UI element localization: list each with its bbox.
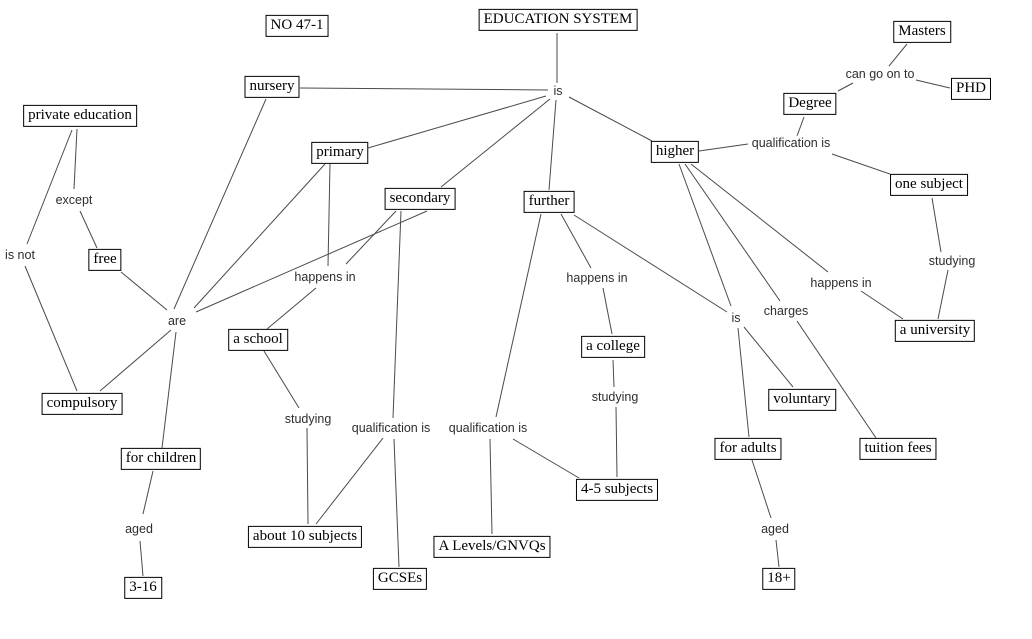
concept-node-primary[interactable]: primary bbox=[311, 142, 368, 164]
concept-node-age-3-16[interactable]: 3-16 bbox=[124, 577, 162, 599]
link-label-are[interactable]: are bbox=[167, 313, 187, 328]
concept-node-phd[interactable]: PHD bbox=[951, 78, 991, 100]
concept-node-a-university[interactable]: a university bbox=[895, 320, 975, 342]
edge-studying-center-to-subjects-4-5 bbox=[616, 407, 617, 477]
edge-qualification-is-right-to-degree bbox=[797, 117, 804, 136]
edge-free-to-are bbox=[121, 272, 167, 310]
link-label-is-center[interactable]: is bbox=[553, 83, 563, 98]
edge-for-adults-to-aged-right bbox=[752, 460, 771, 518]
edge-higher-to-happens-in-right bbox=[691, 164, 828, 272]
edge-aged-left-to-age-3-16 bbox=[140, 541, 143, 576]
edge-higher-to-is-right bbox=[679, 164, 731, 306]
edge-further-to-is-right bbox=[574, 215, 727, 312]
link-label-happens-in-center[interactable]: happens in bbox=[566, 270, 628, 285]
link-label-studying-right[interactable]: studying bbox=[928, 253, 976, 268]
edge-secondary-to-happens-in-left bbox=[346, 211, 396, 264]
edge-except-to-free bbox=[80, 211, 97, 248]
edge-happens-in-left-to-a-school bbox=[267, 288, 316, 329]
concept-node-voluntary[interactable]: voluntary bbox=[768, 389, 836, 411]
edge-higher-to-charges bbox=[685, 164, 780, 301]
edge-qualification-is-right-to-one-subject bbox=[832, 154, 890, 174]
link-label-aged-right[interactable]: aged bbox=[761, 521, 789, 536]
edge-qualification-is-center-to-subjects-4-5 bbox=[513, 439, 579, 478]
concept-node-no-47-1[interactable]: NO 47-1 bbox=[266, 15, 329, 37]
edge-for-children-to-aged-left bbox=[143, 471, 153, 514]
edge-nursery-to-are bbox=[174, 99, 266, 309]
concept-node-nursery[interactable]: nursery bbox=[245, 76, 300, 98]
edge-degree-to-can-go-on-to bbox=[838, 83, 853, 91]
edge-is-center-to-nursery bbox=[300, 88, 548, 90]
concept-node-gcses[interactable]: GCSEs bbox=[373, 568, 427, 590]
concept-node-a-school[interactable]: a school bbox=[228, 329, 288, 351]
concept-node-one-subject[interactable]: one subject bbox=[890, 174, 968, 196]
link-label-happens-in-left[interactable]: happens in bbox=[294, 269, 356, 284]
link-label-qualification-is-center[interactable]: qualification is bbox=[448, 420, 528, 435]
link-label-happens-in-right[interactable]: happens in bbox=[810, 275, 872, 290]
edge-one-subject-to-studying-right bbox=[932, 198, 941, 252]
edge-happens-in-right-to-a-university bbox=[861, 291, 903, 319]
edge-private-education-to-except bbox=[74, 129, 77, 189]
edge-is-not-to-compulsory bbox=[25, 266, 77, 391]
link-label-except[interactable]: except bbox=[55, 192, 93, 207]
concept-node-about-10-subjects[interactable]: about 10 subjects bbox=[248, 526, 362, 548]
concept-node-subjects-4-5[interactable]: 4-5 subjects bbox=[576, 479, 658, 501]
edge-a-college-to-studying-center bbox=[613, 360, 614, 387]
concept-node-compulsory[interactable]: compulsory bbox=[42, 393, 123, 415]
edge-happens-in-center-to-a-college bbox=[603, 288, 612, 334]
edge-is-right-to-for-adults bbox=[738, 328, 749, 437]
concept-node-a-college[interactable]: a college bbox=[581, 336, 645, 358]
concept-node-education-system[interactable]: EDUCATION SYSTEM bbox=[479, 9, 638, 31]
concept-node-free[interactable]: free bbox=[88, 249, 121, 271]
edge-charges-to-tuition-fees bbox=[797, 321, 876, 438]
link-label-studying-center[interactable]: studying bbox=[591, 389, 639, 404]
edge-a-school-to-studying-left bbox=[264, 351, 299, 408]
edge-aged-right-to-age-18-plus bbox=[776, 540, 779, 567]
edge-is-center-to-secondary bbox=[441, 99, 550, 187]
edge-is-right-to-voluntary bbox=[744, 327, 793, 387]
concept-node-further[interactable]: further bbox=[524, 191, 575, 213]
edge-are-to-compulsory bbox=[100, 330, 171, 391]
edge-higher-to-qualification-is-right bbox=[699, 144, 748, 151]
link-label-qualification-is-right[interactable]: qualification is bbox=[751, 135, 831, 150]
concept-node-private-education[interactable]: private education bbox=[23, 105, 137, 127]
concept-node-degree[interactable]: Degree bbox=[783, 93, 836, 115]
link-label-studying-left[interactable]: studying bbox=[284, 411, 332, 426]
concept-node-secondary[interactable]: secondary bbox=[385, 188, 456, 210]
edge-can-go-on-to-to-phd bbox=[916, 80, 950, 88]
edge-qualification-is-center-to-a-levels-gnvqs bbox=[490, 439, 492, 534]
concept-node-tuition-fees[interactable]: tuition fees bbox=[859, 438, 936, 460]
edge-further-to-qualification-is-center bbox=[496, 214, 541, 417]
link-label-is-right[interactable]: is bbox=[731, 310, 741, 325]
edge-private-education-to-is-not bbox=[27, 130, 72, 244]
edge-studying-left-to-about-10-subjects bbox=[307, 428, 308, 524]
edge-are-to-for-children bbox=[162, 332, 176, 448]
concept-node-higher[interactable]: higher bbox=[651, 141, 699, 163]
edge-further-to-happens-in-center bbox=[561, 214, 591, 268]
concept-node-masters[interactable]: Masters bbox=[893, 21, 951, 43]
link-label-can-go-on-to[interactable]: can go on to bbox=[845, 66, 915, 81]
link-label-aged-left[interactable]: aged bbox=[125, 521, 153, 536]
concept-node-a-levels-gnvqs[interactable]: A Levels/GNVQs bbox=[433, 536, 550, 558]
edge-is-center-to-higher bbox=[569, 97, 652, 141]
edge-is-center-to-primary bbox=[368, 96, 546, 148]
edge-secondary-to-are bbox=[196, 211, 427, 312]
concept-node-for-children[interactable]: for children bbox=[121, 448, 201, 470]
link-label-qualification-is-left[interactable]: qualification is bbox=[351, 420, 431, 435]
edge-primary-to-are bbox=[194, 164, 325, 308]
edge-primary-to-happens-in-left bbox=[328, 164, 330, 266]
edge-qualification-is-left-to-about-10-subjects bbox=[316, 438, 383, 524]
link-label-charges[interactable]: charges bbox=[763, 303, 809, 318]
edge-can-go-on-to-to-masters bbox=[889, 44, 907, 66]
edge-secondary-to-qualification-is-left bbox=[393, 211, 401, 418]
edge-is-center-to-further bbox=[549, 100, 556, 190]
concept-node-for-adults[interactable]: for adults bbox=[714, 438, 781, 460]
link-label-is-not[interactable]: is not bbox=[5, 247, 35, 262]
edge-studying-right-to-a-university bbox=[938, 270, 948, 319]
edge-qualification-is-left-to-gcses bbox=[394, 439, 399, 567]
concept-node-age-18-plus[interactable]: 18+ bbox=[762, 568, 795, 590]
